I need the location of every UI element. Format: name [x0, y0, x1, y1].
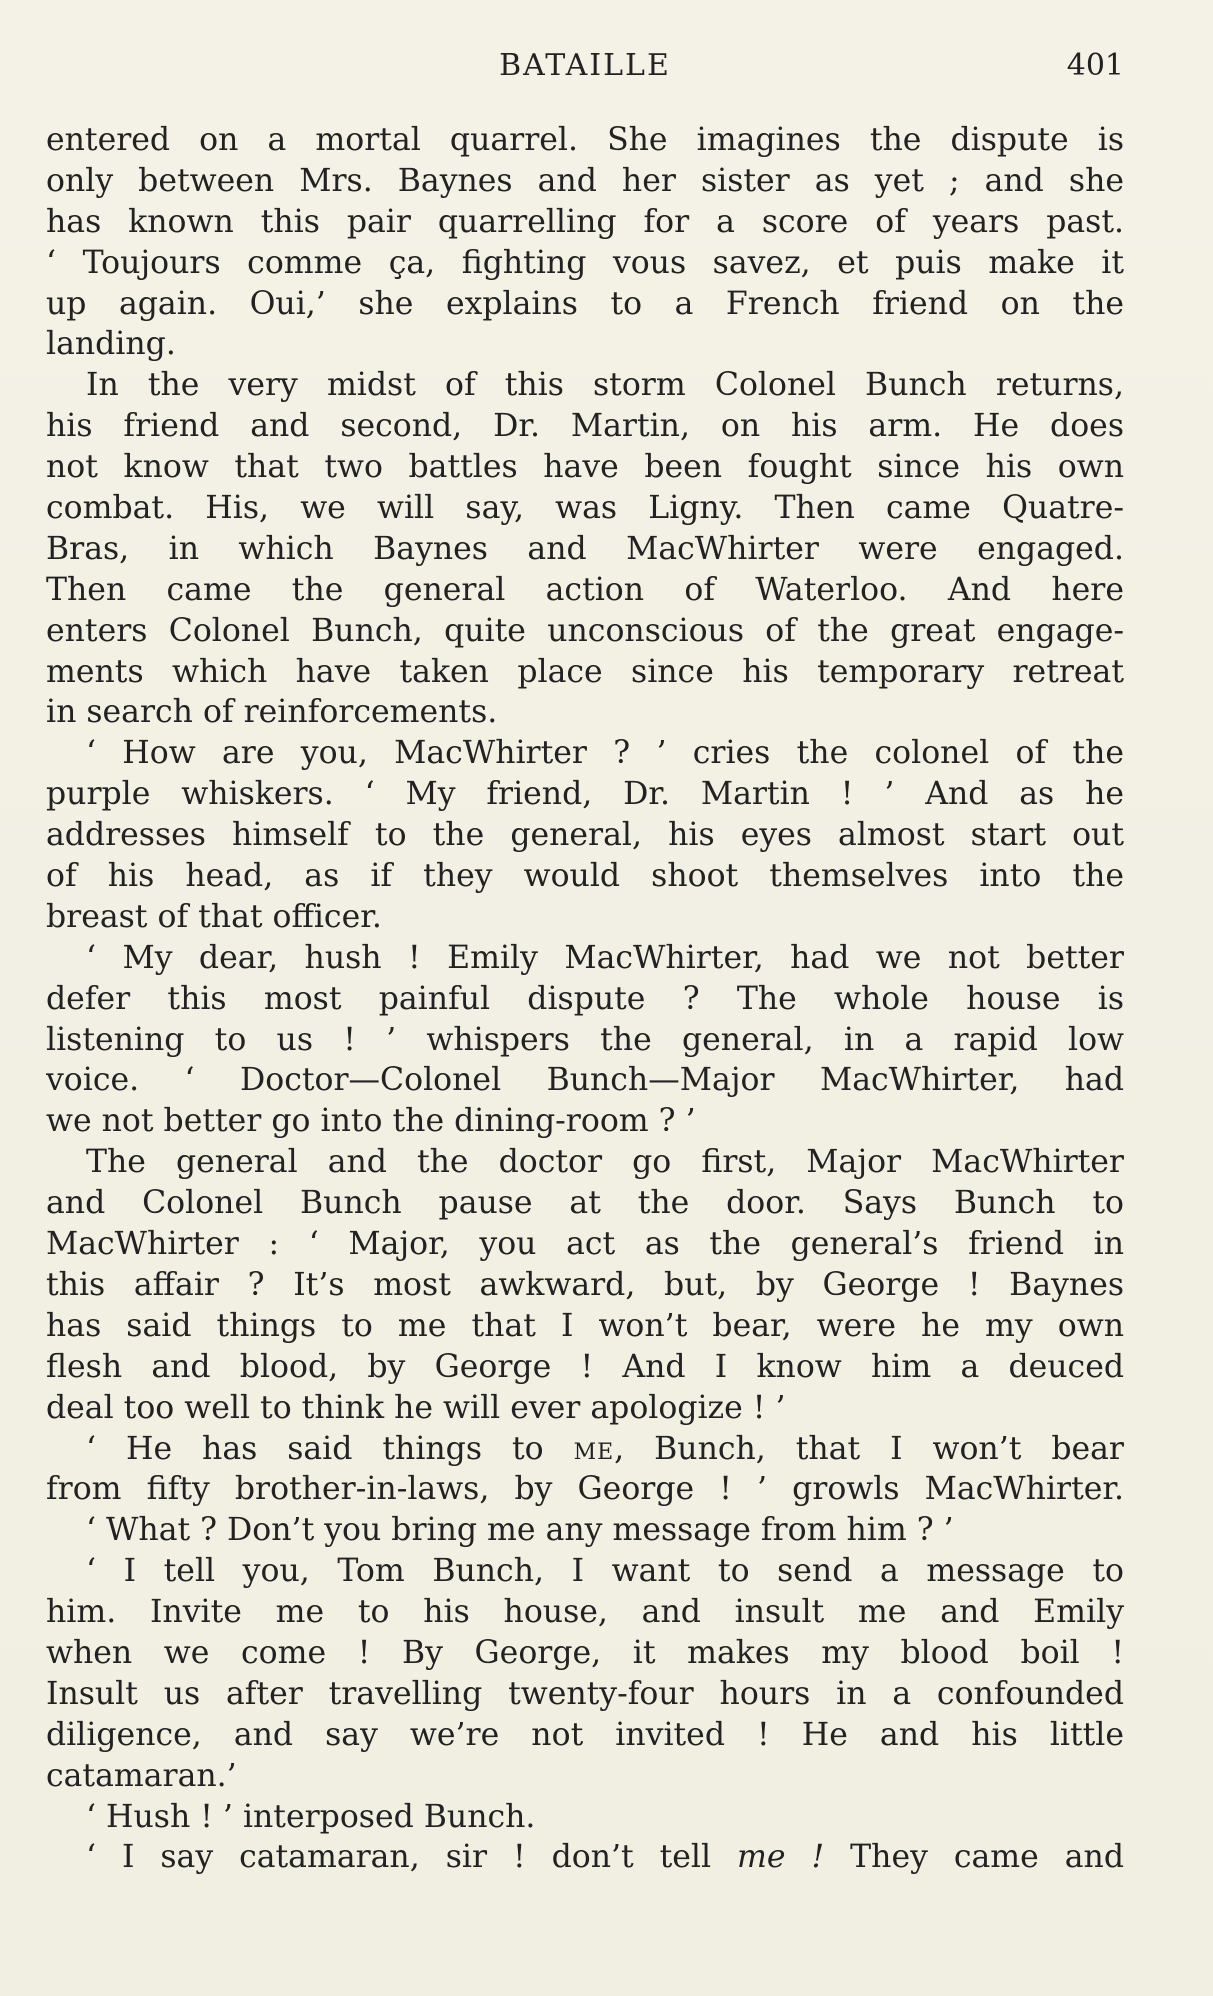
text-run: ‘ He has said things to	[86, 1430, 574, 1467]
text-line: combat. His, we will say, was Ligny. Then came Quatre-	[46, 490, 1124, 527]
text-line: defer this most painful dispute ? The whole house is	[46, 980, 1124, 1017]
text-line: listening to us ! ’ whispers the general, in a rapid low	[46, 1021, 1124, 1058]
text-line: ments which have taken place since his temporary retreat	[46, 653, 1124, 690]
text-run: , Bunch, that I won’t bear	[614, 1430, 1124, 1467]
text-line: from fifty brother-in-laws, by George ! ’ growls MacWhirter.	[46, 1471, 1124, 1508]
text-line: has known this pair quarrelling for a score of years past.	[46, 203, 1124, 240]
text-line: addresses himself to the general, his eyes almost start out	[46, 817, 1124, 854]
text-line: has said things to me that I won’t bear, were he my own	[46, 1307, 1124, 1344]
text-line: flesh and blood, by George ! And I know him a deuced	[46, 1348, 1124, 1385]
text-line	[46, 1837, 1124, 1878]
text-line: only between Mrs. Baynes and her sister as yet ; and she	[46, 162, 1124, 199]
text-line: ‘ How are you, MacWhirter ? ’ cries the colonel of the	[86, 735, 1124, 772]
text-line: we not better go into the dining-room ? ’	[46, 1103, 696, 1140]
text-line: him. Invite me to his house, and insult me and Emily	[46, 1594, 1124, 1631]
text-line: ‘ My dear, hush ! Emily MacWhirter, had we not better	[86, 939, 1124, 976]
text-line: when we come ! By George, it makes my blood boil !	[46, 1634, 1124, 1671]
text-line: entered on a mortal quarrel. She imagines the dispute is	[46, 122, 1124, 158]
text-line: breast of that officer.	[46, 898, 382, 935]
text-line: Insult us after travelling twenty-four hours in a confounded	[46, 1675, 1124, 1712]
text-line: ‘ Hush ! ’ interposed Bunch.	[86, 1798, 536, 1835]
text-line: enters Colonel Bunch, quite unconscious of the great engage-	[46, 612, 1124, 649]
italic-run: me !	[737, 1839, 825, 1876]
text-line: Then came the general action of Waterloo. And here	[46, 571, 1124, 608]
text-line: of his head, as if they would shoot themselves into the	[46, 858, 1124, 895]
text-line: up again. Oui,’ she explains to a French friend on the	[46, 285, 1124, 322]
small-caps-run: me	[573, 1430, 615, 1467]
text-run: ‘ I say catamaran, sir ! don’t tell	[86, 1839, 738, 1876]
text-line: ‘ Toujours comme ça, fighting vous savez, et puis make it	[46, 244, 1124, 281]
text-line: his friend and second, Dr. Martin, on his arm. He does	[46, 408, 1124, 445]
text-run: They came and	[824, 1839, 1124, 1876]
text-line: and Colonel Bunch pause at the door. Says Bunch to	[46, 1185, 1124, 1222]
text-line: landing.	[46, 326, 176, 363]
text-line: In the very midst of this storm Colonel Bunch returns,	[86, 367, 1124, 404]
page-number: 401	[1066, 48, 1124, 83]
text-line: purple whiskers. ‘ My friend, Dr. Martin ! ’ And as he	[46, 776, 1124, 813]
text-line: ‘ What ? Don’t you bring me any message from him ? ’	[86, 1512, 954, 1549]
text-line: in search of reinforcements.	[46, 694, 498, 731]
text-line: diligence, and say we’re not invited ! He and his little	[46, 1716, 1124, 1753]
body-text	[46, 120, 1124, 1878]
running-title: BATAILLE	[499, 48, 671, 83]
running-head	[46, 46, 1124, 86]
text-line: deal too well to think he will ever apologize ! ’	[46, 1389, 786, 1426]
text-line: voice. ‘ Doctor—Colonel Bunch—Major MacWhirter, had	[46, 1062, 1124, 1099]
text-line: The general and the doctor go first, Major MacWhirter	[86, 1144, 1124, 1181]
text-line: this affair ? It’s most awkward, but, by George ! Baynes	[46, 1266, 1124, 1303]
text-line: Bras, in which Baynes and MacWhirter were engaged.	[46, 530, 1124, 567]
text-line: catamaran.’	[46, 1757, 237, 1794]
text-line: MacWhirter : ‘ Major, you act as the general’s friend in	[46, 1226, 1124, 1263]
text-line: ‘ I tell you, Tom Bunch, I want to send a message to	[86, 1553, 1124, 1590]
text-line	[46, 1429, 1124, 1470]
text-line: not know that two battles have been fought since his own	[46, 449, 1124, 486]
